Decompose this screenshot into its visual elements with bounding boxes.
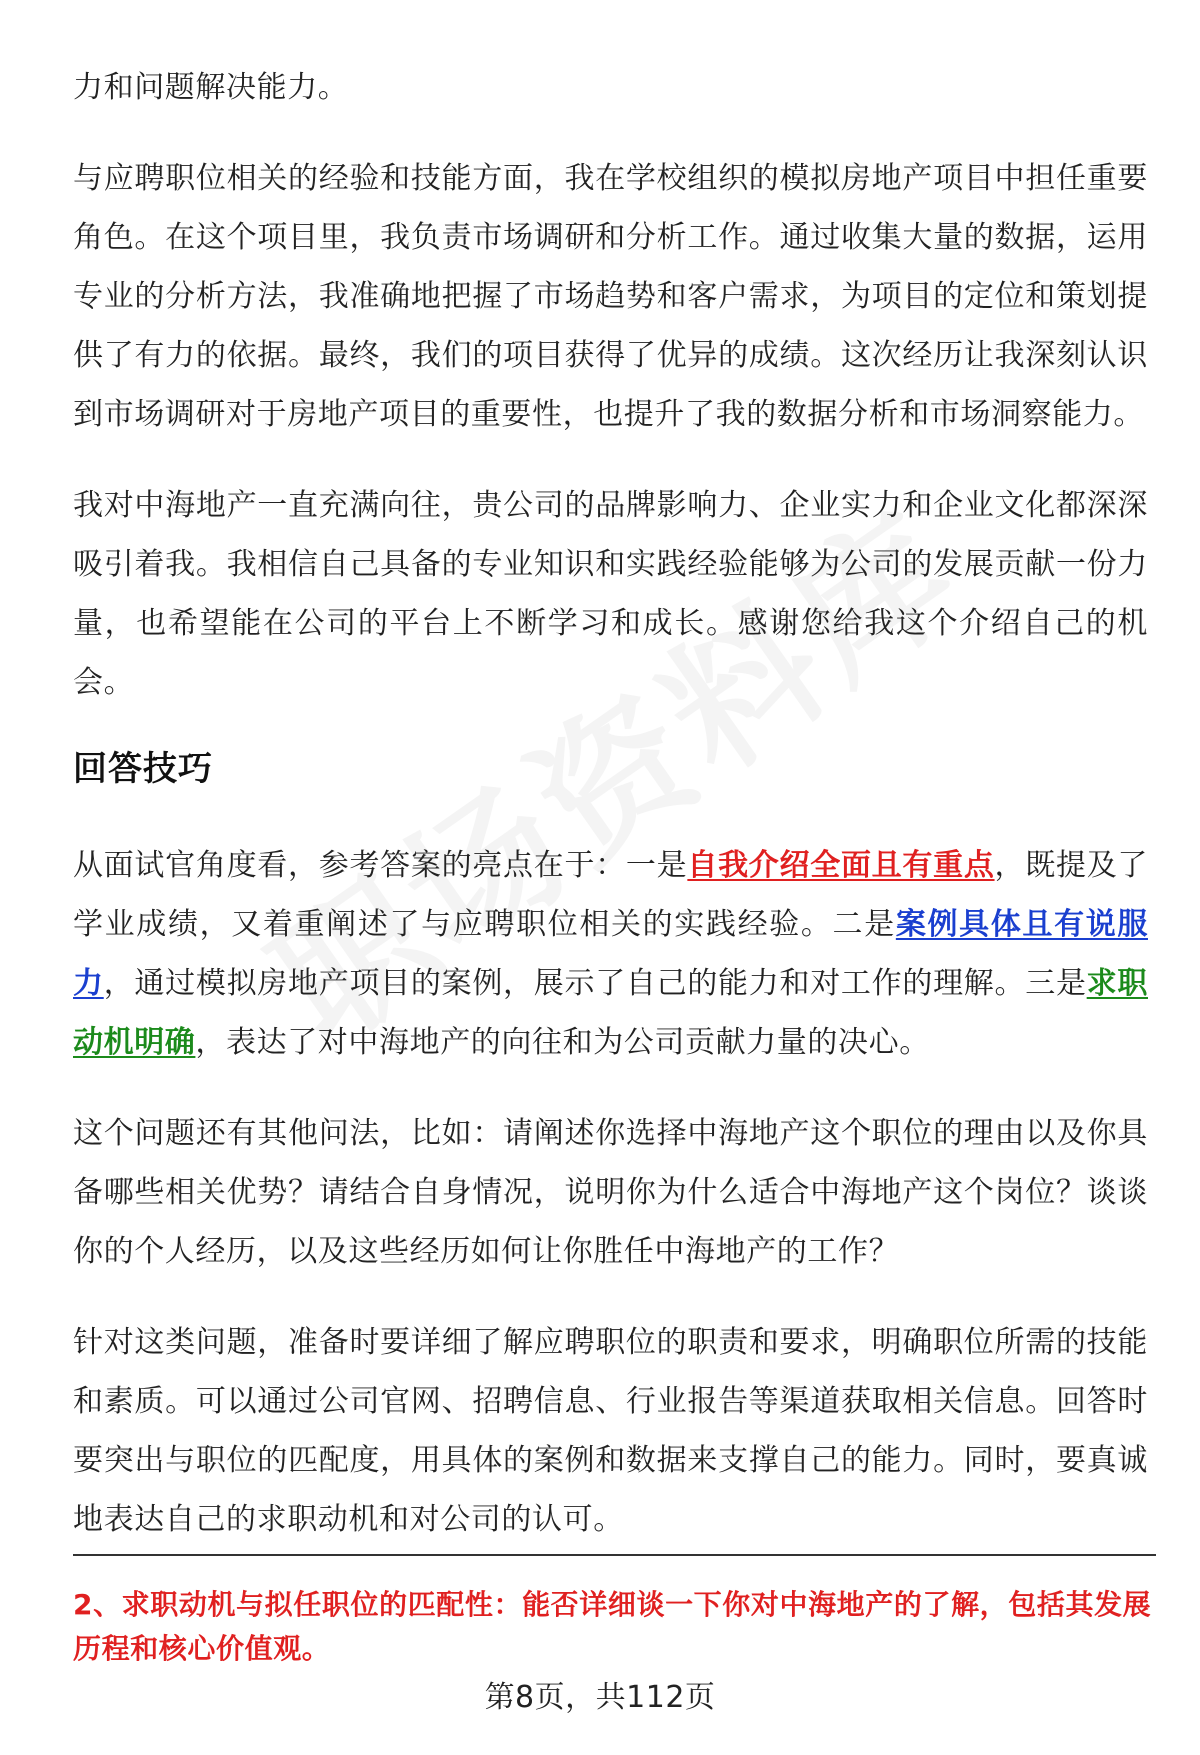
highlight-specific-case: 案例具体且有说服力 — [73, 907, 1148, 1001]
tips-paragraph — [73, 836, 1148, 1072]
next-question-title: 2、求职动机与拟任职位的匹配性：能否详细谈一下你对中海地产的了解，包括其发展历程和核心价值观。 — [73, 1588, 1152, 1665]
intro-paragraph: 力和问题解决能力。 — [73, 70, 349, 105]
tips-text-3: ，通过模拟房地产项目的案例，展示了自己的能力和对工作的理解。三是 — [103, 966, 1087, 1001]
tips-heading: 回答技巧 — [73, 749, 213, 789]
alt-questions-paragraph: 这个问题还有其他问法，比如：请阐述你选择中海地产这个职位的理由以及你具备哪些相关优势？请结合自身情况，说明你为什么适合中海地产这个岗位？谈谈你的个人经历，以及这些经历如何让你胜任中海地产的工作？ — [73, 1116, 1148, 1269]
motivation-paragraph: 我对中海地产一直充满向往，贵公司的品牌影响力、企业实力和企业文化都深深吸引着我。我相信自己具备的专业知识和实践经验能够为公司的发展贡献一份力量，也希望能在公司的平台上不断学习和成长。感谢您给我这个介绍自己的机会。 — [73, 488, 1148, 700]
page-content — [73, 58, 1148, 1581]
page-number: 第8页，共112页 — [484, 1680, 716, 1715]
preparation-paragraph: 针对这类问题，准备时要详细了解应聘职位的职责和要求，明确职位所需的技能和素质。可以通过公司官网、招聘信息、行业报告等渠道获取相关信息。回答时要突出与职位的匹配度，用具体的案例和数据来支撑自己的能力。同时，要真诚地表达自己的求职动机和对公司的认可。 — [73, 1325, 1148, 1537]
highlight-comprehensive-intro: 自我介绍全面且有重点 — [687, 848, 995, 883]
experience-paragraph: 与应聘职位相关的经验和技能方面，我在学校组织的模拟房地产项目中担任重要角色。在这个项目里，我负责市场调研和分析工作。通过收集大量的数据，运用专业的分析方法，我准确地把握了市场趋势和客户需求，为项目的定位和策划提供了有力的依据。最终，我们的项目获得了优异的成绩。这次经历让我深刻认识到市场调研对于房地产项目的重要性，也提升了我的数据分析和市场洞察能力。 — [73, 161, 1148, 432]
highlight-clear-motivation: 求职动机明确 — [73, 966, 1148, 1060]
tips-text-2: ，既提及了学业成绩，又着重阐述了与应聘职位相关的实践经验。二是 — [73, 848, 1149, 942]
section-divider — [73, 1554, 1156, 1556]
tips-text-1: 从面试官角度看，参考答案的亮点在于：一是 — [73, 848, 688, 883]
tips-text-4: ，表达了对中海地产的向往和为公司贡献力量的决心。 — [195, 1025, 930, 1060]
